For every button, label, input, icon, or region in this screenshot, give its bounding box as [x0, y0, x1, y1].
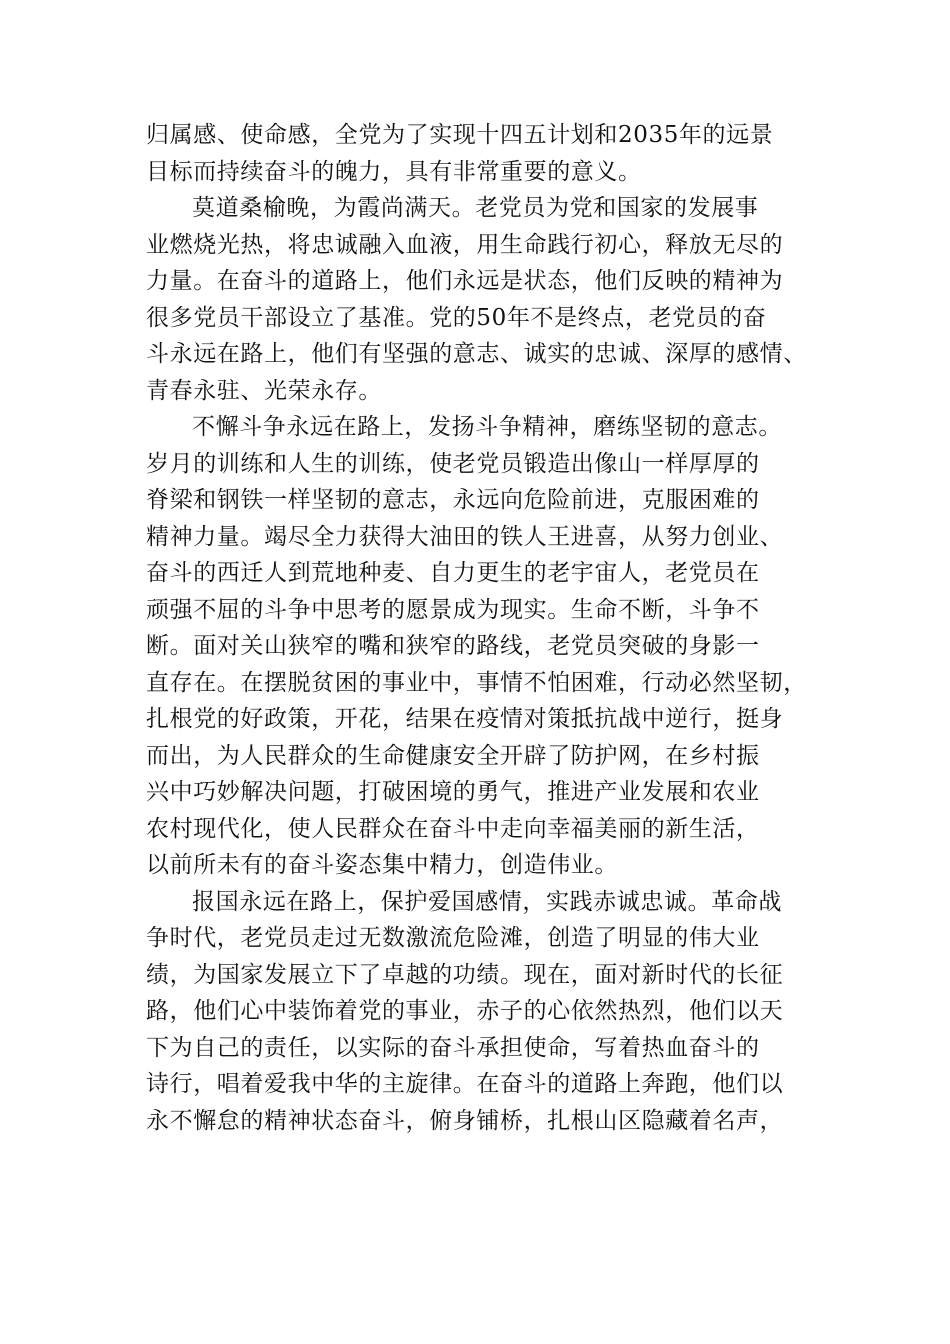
text-line: 顽强不屈的斗争中思考的愿景成为现实。生命不断，斗争不 [146, 596, 760, 623]
text-line: 业燃烧光热，将忠诚融入血液，用生命践行初心，释放无尽的 [146, 231, 784, 258]
text-line: 岁月的训练和人生的训练，使老党员锻造出像山一样厚厚的 [146, 450, 760, 477]
text-line: 很多党员干部设立了基准。党的50年不是终点，老党员的奋 [146, 304, 767, 331]
text-line: 脊梁和钢铁一样坚韧的意志，永远向危险前进，克服困难的 [146, 487, 760, 513]
text-line: 断。面对关山狭窄的嘴和狭窄的路线，老党员突破的身影一 [146, 633, 760, 659]
text-line: 斗永远在路上，他们有坚强的意志、诚实的忠诚、深厚的感情、 [146, 341, 807, 367]
text-line: 直存在。在摆脱贫困的事业中，事情不怕困难，行动必然坚韧， [146, 669, 807, 696]
text-line: 扎根党的好政策，开花，结果在疫情对策抵抗战中逆行，挺身 [146, 706, 784, 732]
text-line: 绩，为国家发展立下了卓越的功绩。现在，面对新时代的长征 [146, 961, 784, 988]
paragraph-first-line: 报国永远在路上，保护爱国感情，实践赤诚忠诚。革命战 [192, 888, 782, 915]
text-line: 农村现代化，使人民群众在奋斗中走向幸福美丽的新生活， [146, 815, 760, 842]
text-line: 永不懈怠的精神状态奋斗，俯身铺桥，扎根山区隐藏着名声， [146, 1107, 784, 1134]
text-line: 奋斗的西迁人到荒地种麦、自力更生的老宇宙人，老党员在 [146, 560, 760, 586]
text-line: 精神力量。竭尽全力获得大油田的铁人王进喜，从努力创业、 [146, 523, 784, 550]
document-body [146, 117, 810, 1139]
text-line: 争时代，老党员走过无数激流危险滩，创造了明显的伟大业 [146, 925, 760, 951]
text-line: 下为自己的责任，以实际的奋斗承担使命，写着热血奋斗的 [146, 1034, 760, 1061]
text-line: 而出，为人民群众的生命健康安全开辟了防护网，在乡村振 [146, 742, 760, 769]
text-line: 目标而持续奋斗的魄力，具有非常重要的意义。 [146, 158, 642, 185]
text-line: 力量。在奋斗的道路上，他们永远是状态，他们反映的精神为 [146, 268, 784, 294]
text-line: 路，他们心中装饰着党的事业，赤子的心依然热烈，他们以天 [146, 998, 784, 1024]
text-line: 兴中巧妙解决问题，打破困境的勇气，推进产业发展和农业 [146, 779, 760, 805]
paragraph-first-line: 莫道桑榆晚，为霞尚满天。老党员为党和国家的发展事 [192, 195, 759, 221]
text-line: 以前所未有的奋斗姿态集中精力，创造伟业。 [146, 852, 618, 878]
text-line: 诗行，唱着爱我中华的主旋律。在奋斗的道路上奔跑，他们以 [146, 1071, 784, 1097]
paragraph-first-line: 不懈斗争永远在路上，发扬斗争精神，磨练坚韧的意志。 [192, 414, 782, 440]
text-line: 归属感、使命感，全党为了实现十四五计划和2035年的远景 [146, 122, 774, 148]
text-line: 青春永驻、光荣永存。 [146, 377, 382, 404]
